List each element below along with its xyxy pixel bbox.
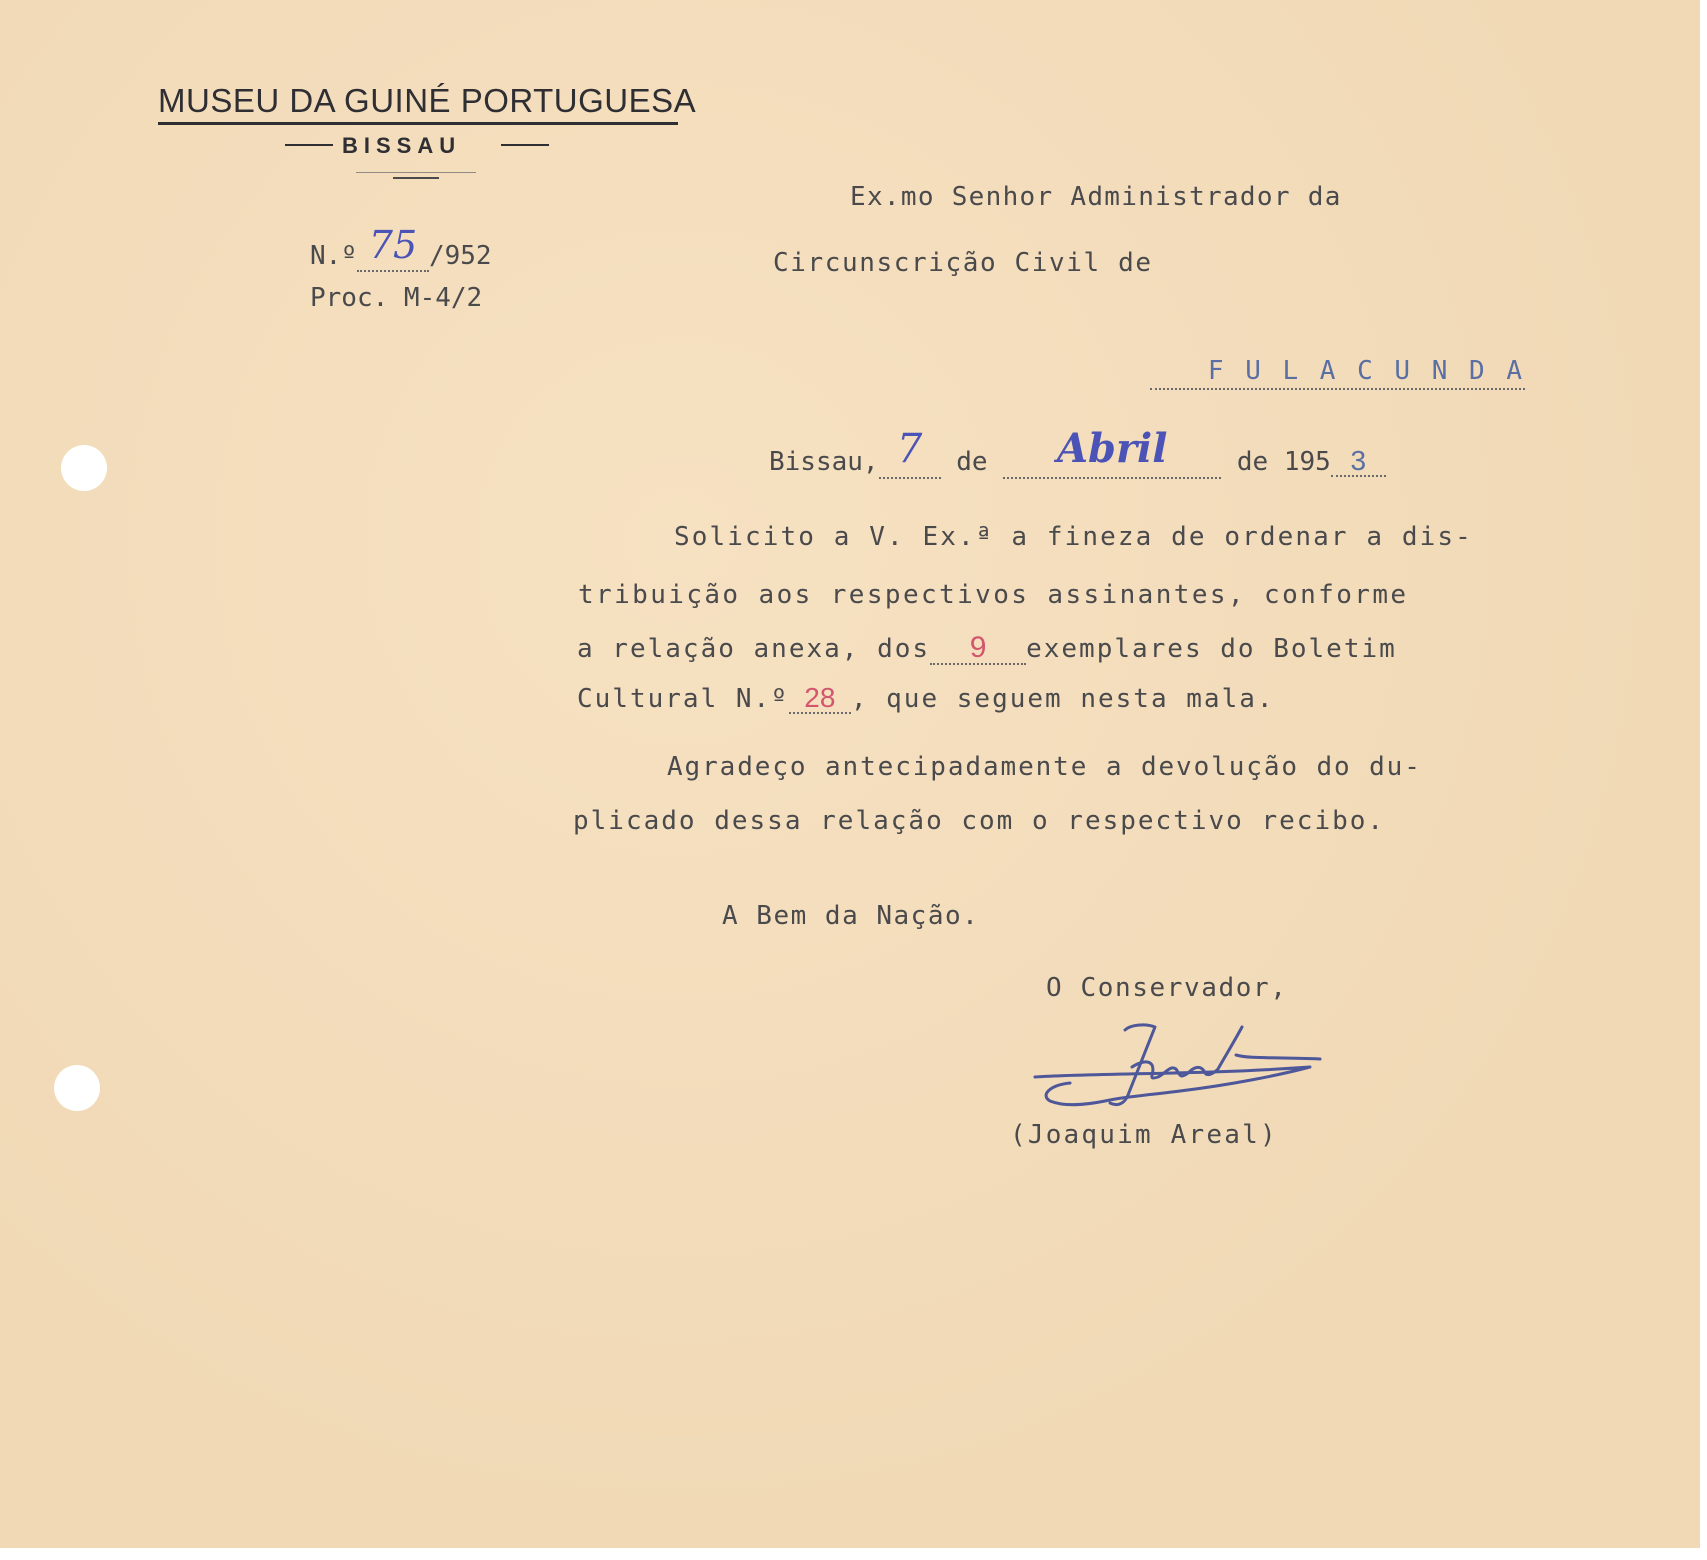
date-de-1: de xyxy=(956,447,988,477)
date-de-2: de 195 xyxy=(1236,447,1331,477)
body-p1-line4 xyxy=(577,684,1275,714)
body-p1-line4-a: Cultural N.º xyxy=(577,684,789,714)
date-line xyxy=(769,425,1386,479)
letterhead-city-dash-left xyxy=(285,144,333,146)
reference-number xyxy=(310,223,492,272)
date-month-value: Abril xyxy=(1056,425,1168,472)
copies-field xyxy=(930,633,1026,665)
reference-number-prefix: N.º xyxy=(310,241,357,271)
body-p1-line1: Solicito a V. Ex.ª a fineza de ordenar a dis- xyxy=(674,522,1473,552)
reference-number-value: 75 xyxy=(368,223,418,267)
letterhead-underline xyxy=(158,122,678,125)
letterhead-city-dash-right xyxy=(501,144,549,146)
date-day-value: 7 xyxy=(896,426,923,472)
letterhead-institution: MUSEU DA GUINÉ PORTUGUESA xyxy=(158,82,697,119)
body-p2-line2: plicado dessa relação com o respectivo recibo. xyxy=(573,806,1386,836)
date-city: Bissau, xyxy=(769,447,879,477)
addressee-place-value: F U L A C U N D A xyxy=(1207,356,1525,386)
issue-field xyxy=(789,684,851,714)
reference-year: /952 xyxy=(428,241,492,271)
letterhead-city: BISSAU xyxy=(342,133,462,158)
addressee-place xyxy=(1150,358,1525,390)
closing-signatory: (Joaquim Areal) xyxy=(1010,1120,1278,1150)
letterhead-rule xyxy=(356,172,476,173)
body-p1-line4-b: , que seguem nesta mala. xyxy=(850,684,1275,714)
copies-value: 9 xyxy=(969,631,987,664)
punch-hole-top xyxy=(61,445,107,491)
reference-number-field xyxy=(357,223,429,272)
body-p1-line3 xyxy=(577,633,1397,665)
body-p2-line1: Agradeço antecipadamente a devolução do du- xyxy=(667,752,1422,782)
issue-value: 28 xyxy=(804,682,836,713)
body-p1-line3-b: exemplares do Boletim xyxy=(1026,634,1397,664)
addressee-line2: Circunscrição Civil de xyxy=(773,248,1153,278)
body-p1-line3-a: a relação anexa, dos xyxy=(577,634,931,664)
closing-role: O Conservador, xyxy=(1046,973,1288,1003)
reference-process: Proc. M-4/2 xyxy=(310,283,483,313)
date-year-field xyxy=(1331,447,1386,477)
addressee-place-field xyxy=(1150,358,1525,390)
date-year-digit: 3 xyxy=(1350,445,1367,476)
handwritten-signature xyxy=(1030,1015,1330,1120)
date-day-field xyxy=(879,426,941,479)
body-p1-line2: tribuição aos respectivos assinantes, conforme xyxy=(578,580,1409,610)
closing-salutation: A Bem da Nação. xyxy=(722,901,980,931)
letterhead-small-rule xyxy=(393,177,439,179)
date-month-field xyxy=(1003,425,1221,479)
punch-hole-bottom xyxy=(54,1065,100,1111)
addressee-line1: Ex.mo Senhor Administrador da xyxy=(850,182,1342,212)
